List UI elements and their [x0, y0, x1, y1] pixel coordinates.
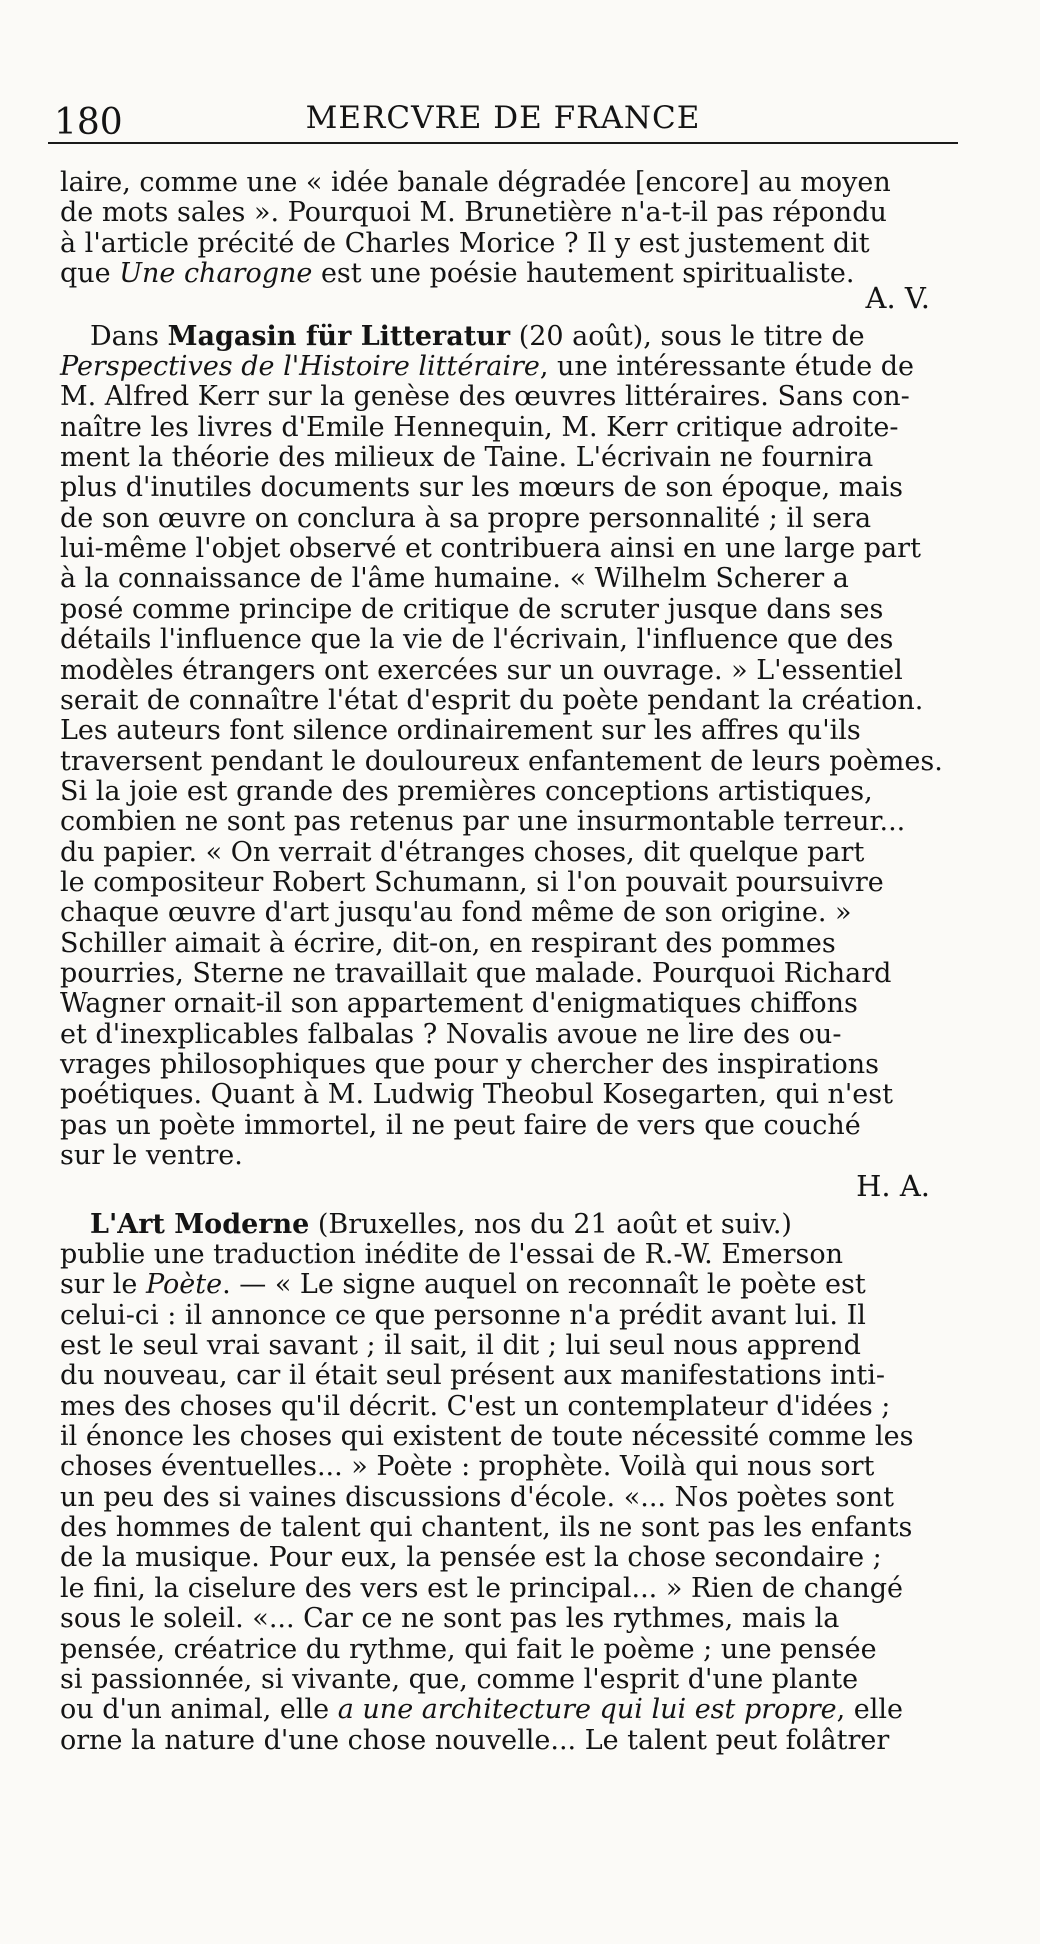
text-line: et d'inexplicables falbalas ? Novalis avoue ne lire des ou- — [60, 1018, 842, 1050]
text-line: le fini, la ciselure des vers est le principal... » Rien de changé — [60, 1572, 903, 1604]
text-line: serait de connaître l'état d'esprit du poète pendant la création. — [60, 684, 924, 716]
text-line: du papier. « On verrait d'étranges choses, dit quelque part — [60, 836, 865, 868]
text-line: si passionnée, si vivante, que, comme l'esprit d'une plante — [60, 1663, 859, 1695]
text-run: Dans — [90, 320, 168, 352]
text-line: sur le ventre. — [60, 1140, 243, 1171]
text-line — [60, 1695, 990, 1725]
journal-title: L'Art Moderne — [90, 1208, 310, 1240]
text-run: ou d'un animal, elle — [60, 1694, 338, 1726]
text-line: de la musique. Pour eux, la pensée est la chose secondaire ; — [60, 1542, 882, 1574]
review-section-art-moderne — [60, 1210, 990, 1756]
review-section-magasin — [60, 322, 990, 1202]
text-line: pourries, Sterne ne travaillait que malade. Pourquoi Richard — [60, 957, 892, 989]
text-line — [60, 1210, 990, 1240]
text-line: de son œuvre on conclura à sa propre personnalité ; il sera — [60, 502, 872, 534]
text-line: pas un poète immortel, il ne peut faire de vers que couché — [60, 1109, 861, 1141]
text-line: posé comme principe de critique de scruter jusque dans ses — [60, 593, 884, 625]
text-line: M. Alfred Kerr sur la genèse des œuvres littéraires. Sans con- — [60, 381, 910, 413]
text-line: pensée, créatrice du rythme, qui fait le poème ; une pensée — [60, 1633, 877, 1665]
text-run: que — [60, 258, 120, 290]
text-line: orne la nature d'une chose nouvelle... Le talent peut folâtrer — [60, 1724, 890, 1756]
text-line — [60, 322, 990, 352]
running-title: MERCVRE DE FRANCE — [305, 100, 701, 136]
text-line: le compositeur Robert Schumann, si l'on pouvait poursuivre — [60, 866, 884, 898]
text-run: est une poésie hautement spiritualiste. — [312, 258, 855, 290]
author-signature: H. A. — [856, 1169, 930, 1204]
text-line: Wagner ornait-il son appartement d'enigmatiques chiffons — [60, 988, 858, 1020]
text-line: du nouveau, car il était seul présent aux manifestations inti- — [60, 1360, 885, 1392]
text-run: (Bruxelles, nos du 21 août et suiv.) — [309, 1208, 792, 1240]
italic-title: Perspectives de l'Histoire littéraire — [60, 351, 540, 383]
text-line: des hommes de talent qui chantent, ils ne sont pas les enfants — [60, 1512, 913, 1544]
text-line: Schiller aimait à écrire, dit-on, en respirant des pommes — [60, 927, 836, 959]
text-line: vrages philosophiques que pour y chercher des inspirations — [60, 1048, 880, 1080]
text-line: modèles étrangers ont exercées sur un ouvrage. » L'essentiel — [60, 654, 903, 686]
text-line: il énonce les choses qui existent de toute nécessité comme les — [60, 1421, 914, 1453]
text-run: , une intéressante étude de — [539, 351, 915, 383]
text-line: choses éventuelles... » Poète : prophète. Voilà qui nous sort — [60, 1451, 875, 1483]
text-line: combien ne sont pas retenus par une insurmontable terreur... — [60, 806, 906, 838]
page-number: 180 — [54, 102, 123, 143]
text-line: mes des choses qu'il décrit. C'est un contemplateur d'idées ; — [60, 1390, 891, 1422]
text-line — [60, 259, 990, 289]
italic-title: Poète — [145, 1269, 223, 1301]
text-line — [60, 1270, 990, 1300]
text-run: sur le — [60, 1269, 146, 1301]
text-line: ment la théorie des milieux de Taine. L'écrivain ne fournira — [60, 442, 874, 474]
text-run: (20 août), sous le titre de — [510, 320, 865, 352]
text-line: un peu des si vaines discussions d'école. «... Nos poètes sont — [60, 1481, 895, 1513]
text-line: Si la joie est grande des premières conceptions artistiques, — [60, 775, 873, 807]
journal-title: Magasin für Litteratur — [167, 320, 511, 352]
body-text — [60, 168, 990, 1756]
text-line: à la connaissance de l'âme humaine. « Wilhelm Scherer a — [60, 563, 849, 595]
text-line: de mots sales ». Pourquoi M. Brunetière n'a-t-il pas répondu — [60, 197, 887, 229]
text-line: naître les livres d'Emile Hennequin, M. Kerr critique adroite- — [60, 411, 899, 443]
text-line: celui-ci : il annonce ce que personne n'a prédit avant lui. Il — [60, 1299, 866, 1331]
text-line: est le seul vrai savant ; il sait, il dit ; lui seul nous apprend — [60, 1330, 861, 1362]
text-line: poétiques. Quant à M. Ludwig Theobul Kosegarten, qui n'est — [60, 1079, 893, 1111]
text-line: chaque œuvre d'art jusqu'au fond même de son origine. » — [60, 897, 852, 929]
italic-phrase: a une architecture qui lui est propre — [337, 1694, 837, 1726]
text-line: plus d'inutiles documents sur les mœurs de son époque, mais — [60, 472, 903, 504]
text-line: lui-même l'objet observé et contribuera ainsi en une large part — [60, 533, 921, 565]
text-line: sous le soleil. «... Car ce ne sont pas les rythmes, mais la — [60, 1603, 840, 1635]
text-line: à l'article précité de Charles Morice ? Il y est justement dit — [60, 227, 870, 259]
text-line: traversent pendant le douloureux enfantement de leurs poèmes. — [60, 745, 943, 777]
text-line: Les auteurs font silence ordinairement sur les affres qu'ils — [60, 715, 861, 747]
italic-title: Une charogne — [119, 258, 313, 290]
text-line — [60, 352, 990, 382]
text-line: laire, comme une « idée banale dégradée [encore] au moyen — [60, 167, 891, 198]
text-run: , elle — [836, 1694, 903, 1726]
author-signature: A. V. — [865, 281, 930, 316]
running-header — [48, 86, 958, 144]
text-line: détails l'influence que la vie de l'écrivain, l'influence que des — [60, 624, 894, 656]
text-line: publie une traduction inédite de l'essai de R.-W. Emerson — [60, 1239, 844, 1271]
text-run: . — « Le signe auquel on reconnaît le poète est — [222, 1269, 866, 1301]
review-section-baudelaire — [60, 168, 990, 314]
